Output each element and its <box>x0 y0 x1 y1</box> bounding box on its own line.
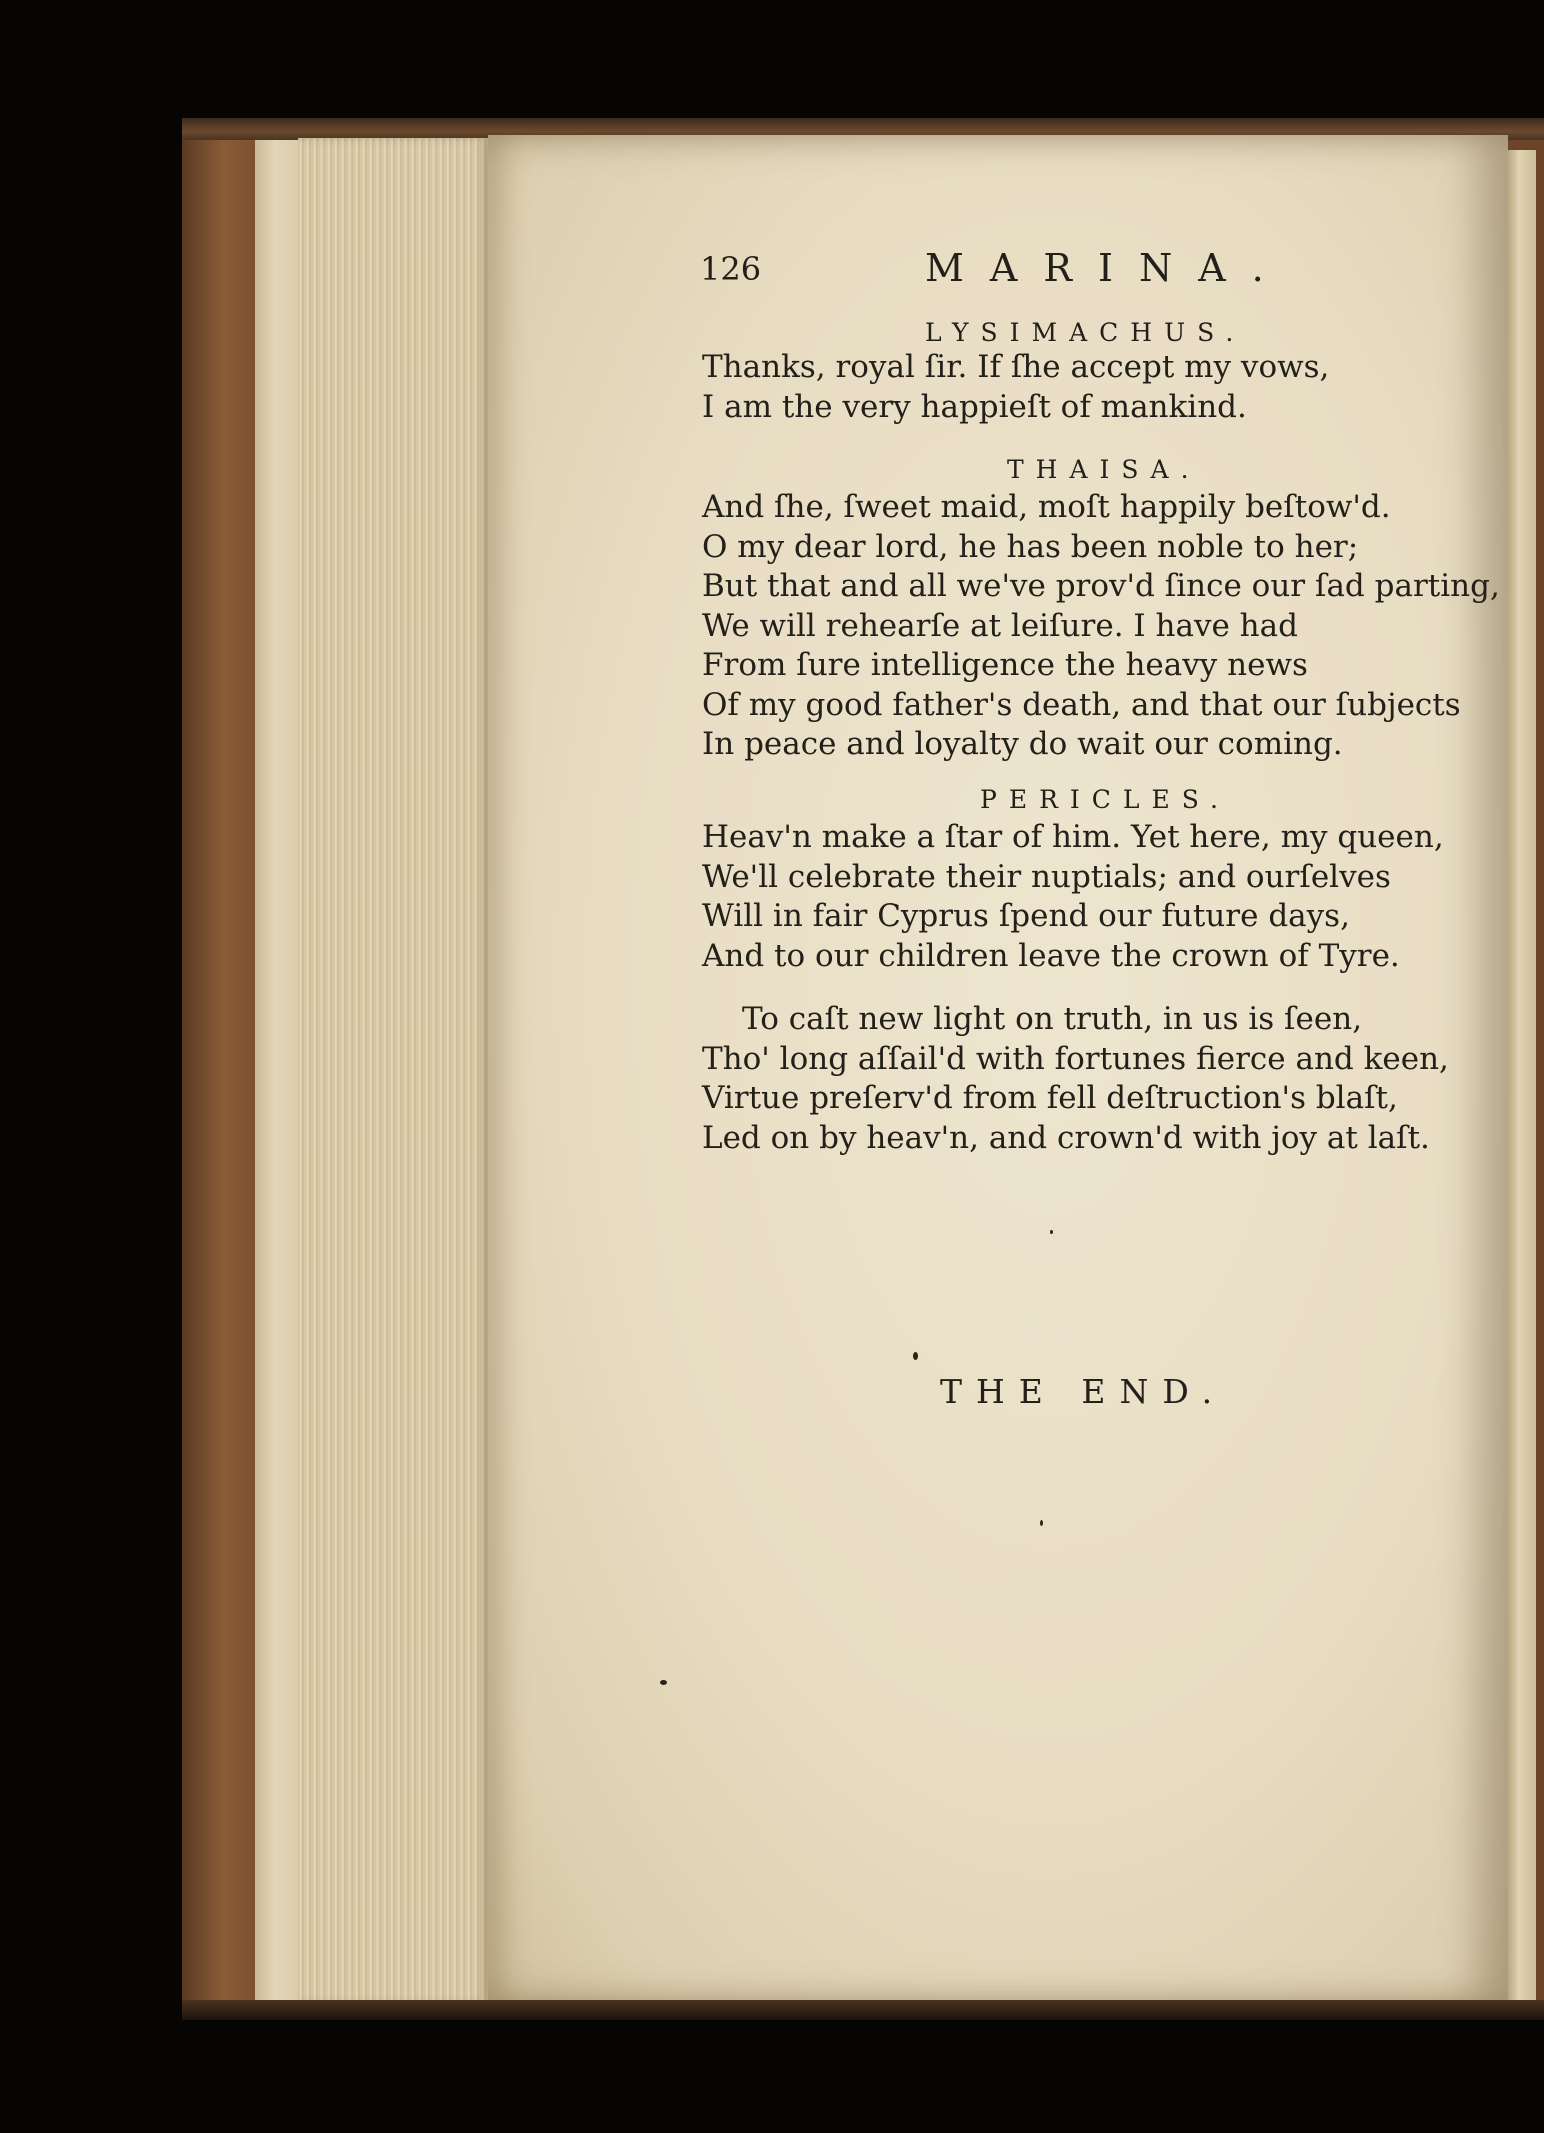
page-number: 126 <box>700 250 762 288</box>
verse-line: O my dear lord, he has been noble to her; <box>702 528 1359 565</box>
verse-line: And to our children leave the crown of Tyre. <box>702 937 1400 974</box>
verse-line: Of my good father's death, and that our ſubjects <box>702 686 1461 723</box>
verse-line: In peace and loyalty do wait our coming. <box>702 726 1343 762</box>
book-bottom-edge <box>182 2000 1544 2020</box>
epilogue-line: To caſt new light on truth, in us is ſeen, <box>742 1001 1363 1037</box>
speech-thaisa <box>702 488 1502 765</box>
ink-speck <box>660 1680 667 1685</box>
the-end: THE END. <box>940 1372 1227 1411</box>
verse-line: Heav'n make a ſtar of him. Yet here, my queen, <box>702 819 1444 855</box>
epilogue <box>702 1000 1502 1158</box>
speaker-heading: THAISA. <box>1007 455 1201 484</box>
speaker-heading: PERICLES. <box>980 785 1230 814</box>
speech-pericles <box>702 818 1502 976</box>
verse-line: But that and all we've prov'd ſince our ſad parting, <box>702 568 1500 604</box>
running-title: MARINA. <box>925 246 1290 290</box>
verse-line: Will in fair Cyprus ſpend our future days, <box>702 898 1350 934</box>
epilogue-line: Tho' long aſſail'd with fortunes fierce and keen, <box>702 1040 1449 1077</box>
page-stack-edges <box>298 138 488 2003</box>
facing-page-edge <box>1508 150 1536 2000</box>
verse-line: From ſure intelligence the heavy news <box>702 647 1308 683</box>
page-header <box>700 246 1320 300</box>
ink-speck <box>1040 1520 1043 1526</box>
verse-line: I am the very happieſt of mankind. <box>702 388 1247 425</box>
speaker-heading: LYSIMACHUS. <box>925 318 1246 347</box>
ink-speck <box>1050 1230 1053 1234</box>
epilogue-line: Virtue preſerv'd from fell deſtruction's blaſt, <box>702 1080 1398 1116</box>
verse-line: Thanks, royal ſir. If ſhe accept my vows, <box>702 349 1330 385</box>
verse-line: We will rehearſe at leiſure. I have had <box>702 607 1298 644</box>
ink-speck <box>913 1352 918 1360</box>
speech-lysimachus <box>702 348 1502 427</box>
epilogue-line: Led on by heav'n, and crown'd with joy at laſt. <box>702 1119 1430 1156</box>
verse-line: And ſhe, ſweet maid, moſt happily beſtow'd. <box>702 489 1391 525</box>
verse-line: We'll celebrate their nuptials; and ourſelves <box>702 858 1391 895</box>
